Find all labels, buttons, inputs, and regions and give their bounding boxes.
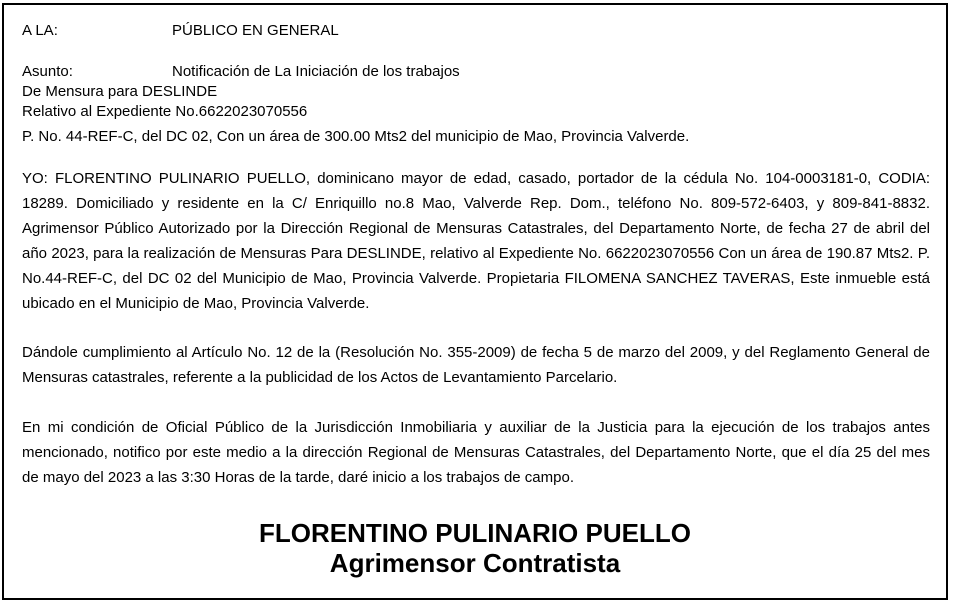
addressee-label: A LA: <box>22 22 58 39</box>
signature-name: FLORENTINO PULINARIO PUELLO <box>259 518 691 548</box>
notification-paragraph: En mi condición de Oficial Público de la Jurisdicción Inmobiliaria y auxiliar de la Justicia para la ejecución de los trabajos antes mencionado, notifico por este medio a la dirección Regional de Mensuras Catastrales, del Departamento Norte, que el día 25 del mes de mayo del 2023 a las 3:30 Horas de la tarde, daré inicio a los trabajos de campo. <box>22 419 930 486</box>
subject-line-4: P. No. 44-REF-C, del DC 02, Con un área de 300.00 Mts2 del municipio de Mao, Provincia Valverde. <box>22 128 690 145</box>
addressee-value: PÚBLICO EN GENERAL <box>172 22 339 39</box>
notice-frame <box>2 3 948 600</box>
subject-line-3: Relativo al Expediente No.6622023070556 <box>22 103 308 120</box>
subject-label: Asunto: <box>22 63 73 80</box>
signature-title: Agrimensor Contratista <box>329 548 621 578</box>
compliance-paragraph: Dándole cumplimiento al Artículo No. 12 de la (Resolución No. 355-2009) de fecha 5 de marzo del 2009, y del Reglamento General de Mensuras catastrales, referente a la publicidad de los Actos de Levantamiento Parcelario. <box>22 344 930 386</box>
signature-block <box>4 518 946 578</box>
subject-line-2: De Mensura para DESLINDE <box>22 83 218 100</box>
declaration-paragraph: YO: FLORENTINO PULINARIO PUELLO, dominicano mayor de edad, casado, portador de la cédula No. 104-0003181-0, CODIA: 18289. Domiciliado y residente en la C/ Enriquillo no.8 Mao, Valverde Rep. Dom., teléfono No. 809-572-6403, y 809-841-8832. Agrimensor Público Autorizado por la Dirección Regional de Mensuras Catastrales, del Departamento Norte, de fecha 27 de abril del año 2023, para la realización de Mensuras Para DESLINDE, relativo al Expediente No. 6622023070556 Con un área de 190.87 Mts2. P. No.44-REF-C, del DC 02 del Municipio de Mao, Provincia Valverde. Propietaria FILOMENA SANCHEZ TAVERAS, Este inmueble está ubicado en el Municipio de Mao, Provincia Valverde. <box>22 170 930 312</box>
addressee-row <box>22 21 930 41</box>
subject-value: Notificación de La Iniciación de los trabajos <box>172 63 460 80</box>
subject-row <box>22 62 930 82</box>
notice-body <box>22 21 930 490</box>
